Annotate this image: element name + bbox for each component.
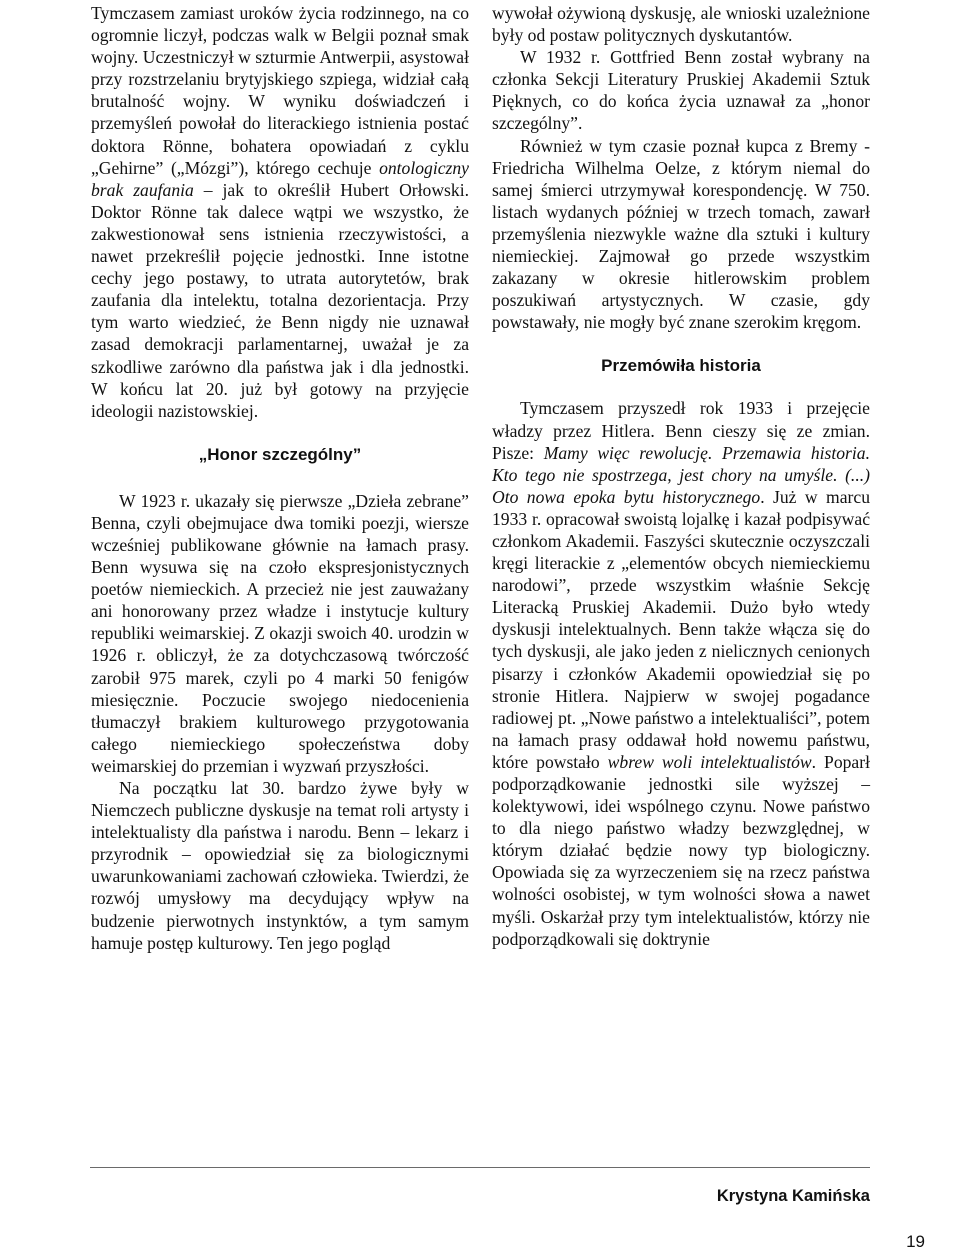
text-run: Tymczasem zamiast uroków życia rodzinnego, na co ogromnie liczył, podczas walk w Belgii poznał smak wojny. Uczestniczył w szturmie Antwerpii, asystował przy rozstrzelaniu brytyjskiego szpiega, widział całą brutalność wojny. W wyniku doświadczeń i przemyśleń powołał do literackiego istnienia postać doktora Rönne, bohatera opowiadań z cyklu „Gehirne” („Mózgi”), którego cechuje (91, 3, 469, 178)
paragraph: Również w tym czasie poznał kupca z Bremy - Friedricha Wilhelma Oelze, z którym niemal do samej śmierci utrzymywał korespondencję. W 750. listach wydanych później w trzech tomach, zawarł przemyślenia niezwykle ważne dla sztuki i kultury niemieckiej. Zajmował go przede wszystkim zakazany w okresie hitlerowskim problem poszukiwań artystycznych. W czasie, gdy powstawały, nie mogły być znane szerokim kręgom. (492, 135, 870, 333)
text-run: Tymczasem przyszedł rok 1933 i przejęcie władzy przez Hitlera. Benn cieszy się ze zmian. Pisze: (492, 398, 870, 463)
author-name: Krystyna Kamińska (716, 1187, 870, 1205)
footer-divider (90, 1167, 870, 1168)
text-run: . Już w marcu 1933 r. opracował swoistą lojalkę i kazał podpisywać członkom Akademii. Faszyści skutecznie oczyszczali kręgi literackie z „elementów obcych niemieckiemu narodowi”, przede wszystkim właśnie Sekcję Literacką Pruskiej Akademii. Dużo było wtedy dyskusji intelektualnych. Benn także włącza się do tych dyskusji, ale jako jeden z nielicznych cenionych pisarzy i członków Akademii opowiedział się po stronie Hitlera. Najpierw w swojej pogadance radiowej pt. „Nowe państwo a intelektualiści”, potem na łamach prasy oddawał hołd nowemu państwu, które powstało (492, 486, 870, 772)
paragraph: W 1932 r. Gottfried Benn został wybrany na członka Sekcji Literatury Pruskiej Akademii Sztuk Pięknych, co do końca życia uznawał za „honor szczególny”. (492, 47, 870, 134)
italic-text-run: ontologiczny brak zaufania (91, 157, 469, 200)
paragraph: wywołał ożywioną dyskusję, ale wnioski uzależnione były od postaw politycznych dyskutantów. (492, 3, 870, 46)
paragraph: Na początku lat 30. bardzo żywe były w Niemczech publiczne dyskusje na temat roli artysty i intelektualisty dla państwa i narodu. Benn – lekarz i przyrodnik – opowiedział się za biologicznymi uwarunkowaniami zachowań człowieka. Twierdzi, że rozwój umysłowy ma decydujący wpływ na budzenie pierwotnych instynktów, a tym samym hamuje postęp kulturowy. Ten jego pogląd (91, 778, 469, 953)
page-number: 19 (906, 1232, 925, 1251)
text-run: . Poparł podporządkowanie jednostki sile wyższej – kolektywowi, idei wspólnego czynu. Nowe państwo to dla niego państwo władzy bezwzględnej, w którym działać będzie nowy typ biologiczny. Opowiada się za wyrzeczeniem się na rzecz państwa wolności osobistej, w tym wolności słowa a nawet myśli. Oskarżał przy tym intelektualistów, którzy nie podporządkowali się doktrynie (492, 751, 870, 949)
paragraph: W 1923 r. ukazały się pierwsze „Dzieła zebrane” Benna, czyli obejmujace dwa tomiki poezji, wiersze wcześniej publikowane głównie na łamach prasy. Benn wysuwa się na czoło ekspresjonistycznych poetów niemieckich. A przecież nie jest zauważany ani honorowany przez władze i instytucje kultury republiki weimarskiej. Z okazji swoich 40. urodzin w 1926 r. obliczył, że za dotychczasową twórczość zarobił 975 marek, czyli po 4 marki 50 fenigów miesięcznie. Poczucie swojego niedocenienia tłumaczył brakiem kulturowego przygotowania całego niemieckiego społeczeństwa doby weimarskiej do przemian i wyzwań przyszłości. (91, 490, 469, 776)
italic-text-run: wbrew woli intelektualistów (607, 751, 812, 772)
left-column (91, 2, 469, 954)
italic-text-run: Mamy więc rewolucję. Przemawia historia. Kto tego nie spostrzega, jest chory na umyśle. (...) Oto nowa epoka bytu historycznego (492, 442, 870, 507)
paragraph (91, 2, 469, 422)
right-column (492, 2, 870, 950)
section-heading-honor: „Honor szczególny” (198, 444, 362, 464)
section-heading-historia: Przemówiła historia (601, 356, 761, 376)
text-run: – jak to określił Hubert Orłowski. Doktor Rönne tak dalece wątpi we wszystko, że zakwestionował sens istnienia rzeczywistości, a nawet przekreślił pojęcie jednostki. Inne istotne cechy jego postawy, to utrata autorytetów, brak zaufania dla intelektu, totalna dezorientacja. Przy tym warto wiedzieć, że Benn nigdy nie uznawał zasad demokracji parlamentarnej, uważał je za szkodliwe zarówno dla państwa jak i dla jednostki. W końcu lat 20. już był gotowy na przyjęcie ideologii nazistowskiej. (91, 179, 469, 421)
paragraph (492, 397, 870, 949)
